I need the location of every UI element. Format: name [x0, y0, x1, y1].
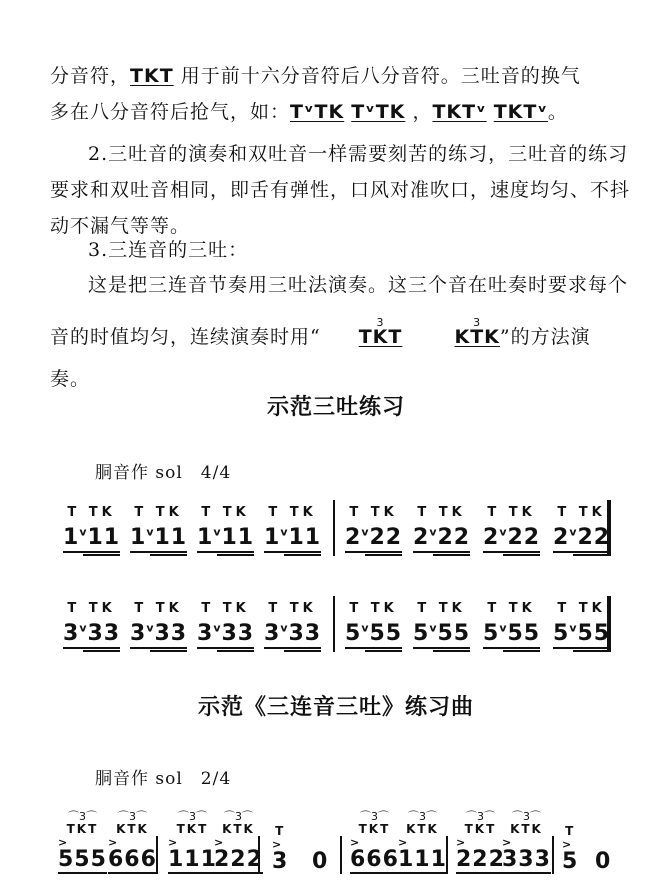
triplet-group — [272, 810, 288, 874]
note-digits: 5 — [562, 849, 579, 874]
section1-meta: 胴音作 sol 4/4 — [95, 463, 232, 483]
p1-example-1: TᵛTK — [290, 101, 345, 123]
note-group — [63, 505, 121, 550]
p4-text-b: ”的方法演奏。 — [50, 326, 591, 390]
accent-mark: > — [502, 836, 512, 849]
triplet-mark — [562, 810, 578, 824]
barline — [333, 596, 335, 652]
note-group — [264, 601, 322, 646]
section2-staff — [50, 808, 630, 878]
p1-example-3: TKTᵛ — [432, 101, 487, 123]
triplet-group — [312, 810, 328, 874]
triplet-group — [398, 808, 447, 874]
triplet-mark: ⌒3⌒ — [465, 810, 495, 823]
breath-mark: v — [569, 621, 578, 635]
triplet-group — [108, 808, 157, 874]
accent-mark: > — [350, 836, 360, 849]
note-digits: 2$^v$22 — [413, 525, 470, 553]
triplet-mark: ⌒3⌒ — [117, 810, 147, 823]
tonguing-label: T TK — [417, 601, 466, 616]
accent-mark: > — [108, 836, 118, 849]
breath-mark: v — [361, 621, 370, 635]
triplet-group — [214, 808, 263, 874]
note-group — [413, 505, 471, 550]
triplet-mark: 3 — [376, 316, 385, 329]
tonguing-label: T TK — [201, 505, 250, 520]
section1-staff-row-2 — [55, 596, 615, 656]
note-digits: 666 — [350, 847, 399, 872]
p4-text-a: 这是把三连音节奏用三吐法演奏。这三个音在吐奏时要求每个音的时值均匀，连续演奏时用“ — [50, 274, 629, 348]
note-digits: 5$^v$55 — [345, 621, 402, 649]
tonguing-label: KTK — [510, 822, 543, 836]
note-digits: 3$^v$33 — [197, 621, 254, 649]
note-group — [63, 601, 121, 646]
tonguing-label: T TK — [349, 505, 398, 520]
note-group — [130, 505, 188, 550]
note-digits: 1$^v$11 — [264, 525, 321, 553]
tonguing-label — [595, 824, 611, 838]
triplet-mark: ⌒3⌒ — [223, 810, 253, 823]
tonguing-label: T TK — [268, 505, 317, 520]
note-digits: 3$^v$33 — [130, 621, 187, 649]
note-digits: 333 — [502, 847, 551, 872]
breath-mark: v — [213, 525, 222, 539]
barline — [340, 836, 342, 874]
p1-example-4: TKTᵛ — [493, 101, 548, 123]
triplet-group — [562, 810, 578, 874]
tonguing-label: TKT — [358, 822, 391, 836]
tonguing-label: T TK — [557, 505, 606, 520]
accent-mark: > — [168, 836, 178, 849]
p1-example-2: TᵛTK — [351, 101, 406, 123]
accent-mark: > — [214, 836, 224, 849]
paragraph-4 — [50, 264, 630, 400]
note-digits: 3 — [272, 849, 289, 874]
triplet-mark: 3 — [473, 316, 482, 329]
tonguing-label: T — [275, 824, 286, 838]
triplet-mark: ⌒3⌒ — [177, 810, 207, 823]
tonguing-label: T TK — [268, 601, 317, 616]
tonguing-label: KTK — [116, 822, 149, 836]
note-digits: 2$^v$22 — [345, 525, 402, 553]
p1-separator: ， — [412, 101, 433, 123]
note-digits: 1$^v$11 — [130, 525, 187, 553]
note-digits: 0 — [595, 849, 612, 874]
tonguing-label — [312, 824, 328, 838]
note-digits: 111 — [168, 847, 217, 872]
tonguing-label: T TK — [349, 601, 398, 616]
breath-mark: v — [280, 525, 289, 539]
note-digits: 1$^v$11 — [197, 525, 254, 553]
note-digits: 5$^v$55 — [553, 621, 610, 649]
triplet-mark: ⌒3⌒ — [407, 810, 437, 823]
breath-mark: v — [569, 525, 578, 539]
triplet-group — [168, 808, 217, 874]
note-group — [197, 601, 255, 646]
accent-mark — [595, 838, 611, 849]
p4-code-ktk: 3 KTK — [416, 306, 499, 358]
accent-mark: > — [58, 836, 68, 849]
breath-mark: v — [146, 621, 155, 635]
tonguing-label: TKT — [66, 822, 99, 836]
note-digits: 222 — [456, 847, 505, 872]
note-digits: 3$^v$33 — [264, 621, 321, 649]
note-group — [345, 505, 403, 550]
breath-mark: v — [499, 525, 508, 539]
p4-code-tkt: 3 TKT — [321, 306, 403, 358]
breath-mark: v — [429, 525, 438, 539]
barline — [552, 836, 554, 874]
p1-text-b: 用于前十六分音符后八分音符。三吐音的换气 — [173, 65, 581, 87]
tonguing-label: T TK — [134, 601, 183, 616]
note-group — [483, 505, 541, 550]
p1-code-tkt: TKT — [130, 65, 174, 87]
breath-mark: v — [280, 621, 289, 635]
barline — [333, 500, 335, 556]
note-group — [264, 505, 322, 550]
section1-title: 示范三吐练习 — [266, 395, 405, 420]
breath-mark: v — [79, 525, 88, 539]
triplet-mark — [312, 810, 328, 824]
note-digits: 5$^v$55 — [413, 621, 470, 649]
accent-mark: > — [272, 838, 282, 851]
triplet-mark: ⌒3⌒ — [511, 810, 541, 823]
note-digits: 111 — [398, 847, 447, 872]
paragraph-3: 3.三连音的三吐： — [88, 239, 249, 261]
paragraph-2: 2.三吐音的演奏和双吐音一样需要刻苦的练习，三吐音的练习要求和双吐音相同，即舌有弹性，口风对准吹口，速度均匀、不抖动不漏气等等。 — [50, 143, 631, 237]
breath-mark: v — [146, 525, 155, 539]
tonguing-label: T TK — [487, 601, 536, 616]
triplet-group — [350, 808, 399, 874]
note-digits: 1$^v$11 — [63, 525, 120, 553]
p1-end: 。 — [547, 101, 568, 123]
section2-meta: 胴音作 sol 2/4 — [95, 769, 232, 789]
paragraph-1 — [50, 58, 630, 130]
note-group — [130, 601, 188, 646]
p1-text-a: 分音符， — [50, 65, 131, 87]
note-digits: 3$^v$33 — [63, 621, 120, 649]
tonguing-label: KTK — [406, 822, 439, 836]
breath-mark: v — [213, 621, 222, 635]
accent-mark: > — [562, 838, 572, 851]
accent-mark: > — [456, 836, 466, 849]
note-digits: 666 — [108, 847, 157, 872]
tonguing-label: T TK — [67, 505, 116, 520]
triplet-group — [595, 810, 611, 874]
tonguing-label: T TK — [417, 505, 466, 520]
tonguing-label: T — [565, 824, 576, 838]
breath-mark: v — [499, 621, 508, 635]
tonguing-label: T TK — [201, 601, 250, 616]
tonguing-label: TKT — [464, 822, 497, 836]
breath-mark: v — [79, 621, 88, 635]
tonguing-label: T TK — [134, 505, 183, 520]
note-digits: 555 — [58, 847, 107, 872]
triplet-mark — [272, 810, 288, 824]
triplet-group — [456, 808, 505, 874]
note-digits: 222 — [214, 847, 263, 872]
accent-mark — [312, 838, 328, 849]
triplet-mark: ⌒3⌒ — [359, 810, 389, 823]
tonguing-label: T TK — [487, 505, 536, 520]
note-digits: 0 — [312, 849, 329, 874]
breath-mark: v — [361, 525, 370, 539]
note-digits: 2$^v$22 — [483, 525, 540, 553]
breath-mark: v — [429, 621, 438, 635]
tonguing-label: T TK — [557, 601, 606, 616]
section1-staff-row-1 — [55, 500, 615, 560]
note-group — [413, 601, 471, 646]
p1-text-c: 多在八分音符后抢气，如： — [50, 101, 291, 123]
note-group — [553, 601, 611, 646]
tonguing-label: T TK — [67, 601, 116, 616]
triplet-group — [58, 808, 107, 874]
accent-mark: > — [398, 836, 408, 849]
triplet-mark — [595, 810, 611, 824]
note-group — [197, 505, 255, 550]
note-group — [345, 601, 403, 646]
triplet-mark: ⌒3⌒ — [67, 810, 97, 823]
tonguing-label: KTK — [222, 822, 255, 836]
section2-title: 示范《三连音三吐》练习曲 — [197, 695, 474, 720]
note-digits: 5$^v$55 — [483, 621, 540, 649]
tonguing-label: TKT — [176, 822, 209, 836]
note-group — [483, 601, 541, 646]
note-group — [553, 505, 611, 550]
triplet-group — [502, 808, 551, 874]
note-digits: 2$^v$22 — [553, 525, 610, 553]
